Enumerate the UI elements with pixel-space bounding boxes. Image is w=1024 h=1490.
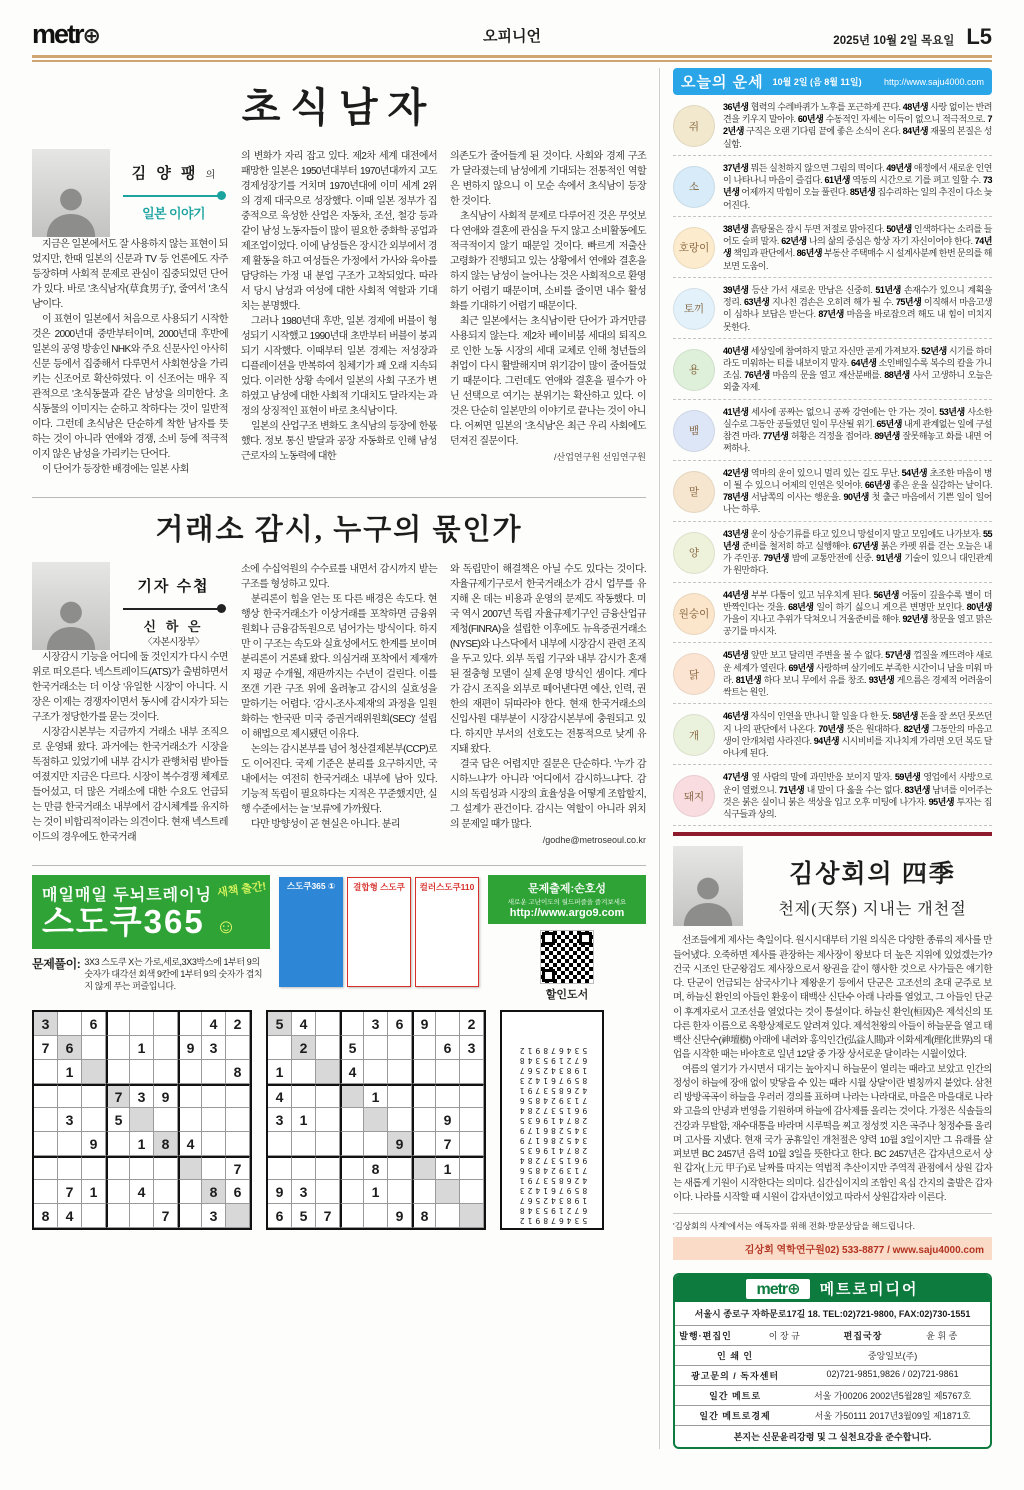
- sudoku-cell: [226, 1036, 250, 1060]
- sudoku-cell: [106, 1156, 130, 1180]
- sudoku-cell: 7: [316, 1204, 340, 1228]
- sudoku-cell: 4: [130, 1180, 154, 1204]
- sudoku-cell: 4: [58, 1204, 82, 1228]
- sudoku-cell: [388, 1108, 412, 1132]
- sudoku-ad: [32, 875, 646, 1230]
- sudoku-cell: [388, 1156, 412, 1180]
- zodiac-tiger-icon: 호랑이: [673, 227, 715, 269]
- kim-consult-note: '김상회의 사계'에서는 애독자를 위해 전화·방문상담을 해드립니다.: [673, 1213, 992, 1232]
- sudoku-cell: [202, 1108, 226, 1132]
- book-cover: 스도쿠365 ①: [279, 877, 343, 987]
- sudoku-cell: [340, 1108, 364, 1132]
- sudoku-cell: 4: [340, 1060, 364, 1084]
- sudoku-cell: [82, 1204, 106, 1228]
- sudoku-cell: 6: [268, 1204, 292, 1228]
- zodiac-ox-icon: 소: [673, 166, 715, 208]
- publisher-box-header: [675, 1275, 990, 1302]
- article-column: 기자 수첩 신 하 은 〈자본시장부〉 시장감시 기능을 어디에 둘 것인지가 다시 수면 위로 떠오른다. 넥스트레이드(ATS)가 출범하면서 한국거래소는 더 이상 '유일한 시장'이 아니다. 시장은 이제는 경쟁자이면서 동시에 감시자가 되는 구조가 정당한가를 묻는 것이다. 시장감시본부는 지금까지 거래소 내부 조직으로 운영돼 왔다. 과거에는 한국거래소가 시장을 독점하고 있었기에 내부 감시가 관행처럼 받아들여졌지만 지금은 다르다. 시장이 복수경쟁 체제로 들어섰고, 더 많은 거래소에 대한 수요도 언급되는 만큼 한국거래소 내부에서 감시체계를 유지하는 것이 비합리적이라는 의견이다. 현재 넥스트레이드의 경우에도 한국거래: [32, 562, 228, 845]
- edition-date: 2025년 10월 2일 목요일: [833, 35, 955, 47]
- fortune-row: [673, 583, 992, 644]
- fortune-text: 44년생 부부 다툼이 있고 뉘우치게 된다. 56년생 어둠이 깊을수록 별이 더 반짝인다는 것을. 68년생 일이 하기 싫으니 게으른 변명만 보인다. 80년생 가을이 지나고 추위가 닥쳐오니 겨울준비를 해야. 92년생 창문을 열고 맑은 공기를 마시자.: [723, 589, 992, 637]
- fortune-row: [673, 156, 992, 217]
- sudoku-cell: [364, 1108, 388, 1132]
- sudoku-cell: 7: [226, 1156, 250, 1180]
- masthead: [32, 10, 992, 50]
- kim-body-text: 선조들에게 제사는 축일이다. 원시시대부터 기원 의식은 다양한 종류의 제사를 만들어냈다. 오죽하면 제사를 관장하는 제사장이 왕보다 더 높은 지위에 있었겠는가? 건국 시조인 단군왕검도 제사장으로서 왕권을 같이 행사한 것으로 사가들은 얘기한다. 단군이 언급되는 삼국사기나 제왕운기 등에서 단군은 고조선의 초대 군주로 보며, 하늘신 환인의 아들인 환웅이 태백산 신단수 아래 나라를 열었고, 그 아들인 단군이 후계자로서 고조선을 열었다는 것이 통설이다. 하늘신 환인(桓因)은 제석신의 또 다른 한자 이름으로 옥황상제로도 알려져 있다. 제석천왕의 아들이 하늘문을 열고 태백산 신단수(神壇樹) 아래에 내려와 홍익인간(弘益人間)과 이화세계(理化世界)의 대업을 시작한 때는 바야흐로 일년 12달 중 가장 상서로운 달이라는 시월이었다. 여름의 열기가 가시면서 대기는 높아지니 하늘문이 열리는 때라고 보았고 인간의 정성이 하늘에 장애 없이 맞닿을 수 있는 때라 시월 상달'이란 별칭까지 붙었다. 삼천리 방방곡곡이 하늘을 우러러 경의를 표하며 나라는 나라대로, 마을은 마을대로 나라와 고을의 안녕과 번영을 기원하며 하늘에 감사제를 올리는 것이다. 가정은 식솔들의 건강과 무탈함, 재수대통을 바라며 시루떡을 찌고 정성껏 지은 곡주나 청정수를 올리며 고사를 지냈다. 현재 국가 공휴일인 개천절은 양력 10월 3일이지만 그 유래를 살펴보면 BC 2457년 음력 10월 3일을 뜻한다고 한다. BC 2457년은 갑자년으로서 상원 갑자(上元 甲子)로 날짜를 따지는 역법적 추산이지만 주역적 관점에서 상원 갑자는 새롭게 기원이 시작한다는 의미다. 십간십이지의 조합인 육십 간지의 출발은 갑자이다. 나라를 시작할 때 시원이 갑자년이었고 따라서 상원갑자라 이른다.: [673, 935, 992, 1203]
- sudoku-cell: [268, 1036, 292, 1060]
- sudoku-cell: [58, 1156, 82, 1180]
- sudoku-cell: 9: [388, 1204, 412, 1228]
- fortune-row: [673, 339, 992, 400]
- sudoku-cell: [412, 1180, 436, 1204]
- sudoku-cell: 2: [292, 1036, 316, 1060]
- ad-tagline: 매일매일 두뇌트레이닝: [42, 887, 213, 905]
- sudoku-cell: 1: [130, 1036, 154, 1060]
- sudoku-cell: 6: [436, 1036, 460, 1060]
- reporter-name: 신 하 은: [143, 618, 204, 634]
- sudoku-cell: 8: [202, 1180, 226, 1204]
- sudoku-cell: 5: [340, 1036, 364, 1060]
- ad-brand-title: 스도쿠365 ☺: [42, 903, 239, 941]
- sudoku-cell: 4: [178, 1132, 202, 1156]
- publisher-info-box: [673, 1273, 992, 1449]
- publisher-row-value: 서울 가00206 2002년5월28일 제5767호: [813, 1391, 972, 1401]
- sudoku-cell: [202, 1156, 226, 1180]
- zodiac-pig-icon: 돼지: [673, 775, 715, 817]
- sudoku-cell: [82, 1060, 106, 1084]
- publisher-row: [675, 1365, 990, 1385]
- publisher-row: [675, 1405, 990, 1425]
- column-series-label: 일본 이야기: [142, 205, 205, 221]
- sudoku-cell: 5: [268, 1012, 292, 1036]
- sudoku-cell: 9: [154, 1084, 178, 1108]
- article-column: 와 독립만이 해결책은 아닐 수도 있다는 것이다. 자율규제기구로서 한국거래소가 감시 업무를 유지해 온 데는 비용과 운영의 문제도 작동했다. 미국 역시 2007년 독립 자율규제기구인 금융산업규제청(FINRA)을 설립한 이후에도 뉴욕증권거래소(NYSE)와 나스닥에서 내부에 시장감시 관련 조직을 두고 있다. 외부 독립 기구와 내부 감시가 혼재된 절충형 모델이 실제 운영 방식인 셈이다. 게다가 감시 조직을 외부로 떼어낸다면 예산, 인력, 권한의 재편이 뒤따라야 한다. 현재 한국거래소의 신입사원 대부분이 시장감시본부에 충원되고 있다. 하지만 부서의 선호도는 전통적으로 낮게 유지돼 왔다. 결국 답은 어렵지만 질문은 단순하다. '누가 감시하느냐'가 아니라 '어디에서 감시하느냐'다. 감시의 독립성과 시장의 효율성을 어떻게 조합할지, 그 설계가 관건이다. 감시는 역할이 아니라 위치의 문제일 때가 많다. /godhe@metroseoul.co.kr: [450, 562, 646, 854]
- sudoku-cell: [436, 1060, 460, 1084]
- sudoku-cell: [364, 1204, 388, 1228]
- sudoku-cell: [106, 1036, 130, 1060]
- sudoku-cell: [460, 1156, 484, 1180]
- sudoku-cell: [34, 1084, 58, 1108]
- column-series-label: 기자 수첩: [137, 578, 210, 595]
- publisher-address: 서울시 종로구 자하문로17길 18. TEL:02)721-9800, FAX:02)730-1551: [694, 1309, 971, 1319]
- fortune-row: [673, 217, 992, 278]
- sudoku-cell: 5: [106, 1108, 130, 1132]
- sudoku-cell: [106, 1060, 130, 1084]
- fortune-date: 10월 2일 (음 8월 11일): [772, 77, 862, 87]
- sudoku-cell: 8: [226, 1060, 250, 1084]
- sudoku-cell: 3: [292, 1180, 316, 1204]
- sudoku-cell: [34, 1060, 58, 1084]
- book-cover: 컬러스도쿠110: [415, 877, 479, 987]
- sudoku-cell: [316, 1180, 340, 1204]
- author-name: 김 양 팽 의: [131, 165, 216, 182]
- article1-columns: [32, 149, 646, 486]
- sudoku-cell: [412, 1036, 436, 1060]
- sudoku-grid-1: [32, 1010, 252, 1230]
- articles-area: [32, 68, 646, 1449]
- metro-logo: metr⊕: [32, 19, 99, 49]
- sudoku-cell: [154, 1012, 178, 1036]
- sudoku-cell: 2: [460, 1012, 484, 1036]
- section-rule: [673, 832, 992, 836]
- fortune-row: [673, 400, 992, 461]
- sudoku-cell: 1: [268, 1060, 292, 1084]
- publisher-row-label: 광고문의 / 독자센터: [691, 1371, 780, 1381]
- publisher-row-value: 중앙일보(주): [867, 1351, 918, 1361]
- mascot-icon: ☺: [215, 916, 239, 939]
- article-column: 의 변화가 자리 잡고 있다. 제2차 세계 대전에서 패망한 일본은 1950년대부터 1970년대까지 고도 경제성장기를 거치며 1970년대에 이미 세계 2위의 경제 대국으로 성장했다. 이때 일본 정부가 집중적으로 육성한 산업은 자동차, 조선, 철강 등과 같이 남성 노동자들이 많이 필요한 중화학 공업과 제조업이었다. 이에 남성들은 장시간 외부에서 경제 활동을 하고 여성들은 가정에서 가사와 육아를 담당하는 가정 내 분업 구조가 고착되었다. 따라서 당시 남성과 여성에 대한 사회적 역할과 기대치는 분명했다. 그러나 1980년대 후반, 일본 경제에 버블이 형성되기 시작했고 1990년대 초반부터 버블이 붕괴되기 시작했다. 이때부터 일본 경제는 저성장과 디플레이션을 반복하여 침체기가 꽤 오래 지속되었다. 이러한 상황 속에서 일본의 사회 구조가 변하였고 남성에 대한 사회적 기대치도 달라지는 과정의 상징적인 표현이 바로 초식남이다. 일본의 산업구조 변화도 초식남의 등장에 한몫했다. 정보 통신 발달과 공장 자동화로 인해 남성 근로자의 노동력에 대한: [241, 151, 437, 462]
- article-column: 의존도가 줄어들게 된 것이다. 사회와 경제 구조가 달라졌는데 남성에게 기대되는 전통적인 역할은 변하지 않으니 이 모순 속에서 초식남이 등장한 것이다. 초식남이 사회적 문제로 다루어진 것은 무엇보다 연애와 결혼에 관심을 두지 않고 소비활동에도 적극적이지 않기 때문일 것이다. 빠르게 저출산 고령화가 진행되고 있는 상황에서 연애와 결혼을 하지 않는 남성이 늘어나는 것은 사회적으로 환영하기 어렵기 때문이며, 소비를 줄이면 내수 활성화를 기대하기 어렵기 때문이다. 최근 일본에서는 초식남이란 단어가 과거만큼 사용되지 않는다. 제2차 베이비붐 세대의 퇴직으로 인한 노동 시장의 세대 교체로 인해 청년들의 취업이 다시 활발해지며 위기감이 많이 줄어들었기 때문이다. 그런데도 연애와 결혼을 필수가 아닌 선택으로 여기는 분위기는 확산하고 있다. 이것은 단순히 일본만의 이야기로 끝나는 것이 아니다. 어쩌면 일본의 '초식남'은 최근 우리 사회에도 던져진 질문이다. /산업연구원 선임연구원: [450, 149, 646, 486]
- sudoku-cell: [58, 1132, 82, 1156]
- sudoku-cell: 7: [154, 1204, 178, 1228]
- sudoku-cell: [364, 1060, 388, 1084]
- sudoku-cell: 1: [364, 1084, 388, 1108]
- sudoku-cell: [178, 1204, 202, 1228]
- sudoku-cell: [316, 1108, 340, 1132]
- publisher-row: [675, 1345, 990, 1365]
- sudoku-cell: [178, 1156, 202, 1180]
- sudoku-cell: [178, 1108, 202, 1132]
- zodiac-snake-icon: 뱀: [673, 410, 715, 452]
- sudoku-cell: 8: [34, 1204, 58, 1228]
- byline-rule: [123, 195, 224, 197]
- sudoku-cell: [316, 1060, 340, 1084]
- masthead-rule: [32, 55, 992, 62]
- discount-books-label: 할인도서: [545, 989, 589, 1002]
- publisher-detail-rows: [675, 1325, 990, 1425]
- sudoku-cell: 3: [130, 1084, 154, 1108]
- sudoku-cell: [340, 1180, 364, 1204]
- sudoku-cell: [292, 1132, 316, 1156]
- sudoku-cell: [412, 1108, 436, 1132]
- sudoku-cell: [130, 1012, 154, 1036]
- sudoku-cell: [340, 1156, 364, 1180]
- sudoku-cell: [340, 1084, 364, 1108]
- sudoku-cell: [460, 1084, 484, 1108]
- sudoku-cell: [178, 1084, 202, 1108]
- article-column: 소에 수십억원의 수수료를 내면서 감시까지 받는 구조를 형성하고 있다. 분리론이 힘을 얻는 또 다른 배경은 속도다. 현행상 한국거래소가 이상거래를 포착하면 금융위원회나 금융감독원으로 넘어가는 방식이다. 하지만 이 구조는 속도와 실효성에서도 한계를 보이며 분리론이 거론돼 왔다. 의심거래 포착에서 제재까지 평균 수개월, 재판까지는 수년이 걸린다. 이를 쪼갠 기관 구조 위에 올려놓고 감시의 실효성을 말하기는 어렵다. '감시-조사-제재'의 과정을 일원화하는 '한국판 미국 증권거래위원회(SEC)' 설립이 해법으로 제시됐던 이유다. 논의는 감시본부를 넘어 청산결제본부(CCP)로도 이어진다. 국제 기준은 분리를 요구하지만, 국내에서는 여전히 한국거래소 내부에 남아 있다. 기능적 독립이 필요하다는 지적은 꾸준했지만, 실행 수준에서는 늘 '보류'에 가까웠다. 다만 방향성이 곧 현실은 아니다. 분리: [241, 564, 437, 830]
- sudoku-cell: 9: [388, 1132, 412, 1156]
- qr-code: [541, 931, 593, 983]
- sudoku-cell: [202, 1132, 226, 1156]
- sudoku-cell: [388, 1060, 412, 1084]
- fortune-text: 46년생 자식이 인연을 만나니 할 일을 다 한 듯. 58년생 돈을 잘 쓰던 못쓰던지 나의 판단에서 나온다. 70년생 뜻은 원대하다. 82년생 그동안의 마음고생이 안개처럼 사라진다. 94년생 시시비비를 지나치게 가리면 오던 복도 달아나게 된다.: [723, 711, 993, 759]
- sudoku-cell: [34, 1132, 58, 1156]
- sudoku-cell: [460, 1060, 484, 1084]
- publisher-row-label: 발행·편집인: [679, 1331, 732, 1341]
- sudoku-cell: [82, 1156, 106, 1180]
- sudoku-cell: [82, 1108, 106, 1132]
- sudoku-cell: 8: [412, 1204, 436, 1228]
- article-column: 김 양 팽 의 일본 이야기 지금은 일본에서도 잘 사용하지 않는 표현이 되었지만, 한때 일본의 신문과 TV 등 언론에도 자주 등장하며 사회적 문제로 관심이 집중되었던 단어가 있다. 바로 '초식남자(草食男子)', 줄여서 '초식남'이다. 이 표현이 일본에서 처음으로 사용되기 시작한 것은 2000년대 중반부터이며, 2000년대 후반에 일본의 공영 방송인 NHK와 주요 신문사인 아사히신문 등에서 집중해서 다루면서 사회현상을 가리키는 신조어로 확산하였다. 이 신조어는 매우 직관적으로 '초식동물과 같은 남성'을 의미한다. 초식동물의 이미지는 순하고 착하다는 것이 일반적이다. 그런데 초식남은 단순하게 착한 남자를 뜻하는 것이 아니라 연애와 경쟁, 소비 등에 적극적이지 않은 남성을 가리키는 단어다. 이 단어가 등장한 배경에는 일본 사회: [32, 149, 228, 477]
- globe-icon: ⊕: [82, 23, 99, 48]
- sudoku-cell: [58, 1084, 82, 1108]
- kim-column-subtitle: 천제(天祭) 지내는 개천절: [778, 900, 967, 918]
- publisher-row-label: 편집국장: [843, 1331, 883, 1341]
- sudoku-cell: 1: [436, 1156, 460, 1180]
- sudoku-cell: [226, 1132, 250, 1156]
- fortune-row: [673, 643, 992, 704]
- publisher-row: [675, 1325, 990, 1345]
- puzzle-author: 문제출제:손호성: [527, 883, 607, 896]
- sudoku-cell: 1: [58, 1060, 82, 1084]
- sudoku-cell: 7: [436, 1132, 460, 1156]
- sudoku-cell: [82, 1084, 106, 1108]
- section-title: 오피니언: [483, 28, 541, 45]
- sudoku-cell: 8: [154, 1132, 178, 1156]
- publisher-row-value: 02)721-9851,9826 / 02)721-9861: [826, 1369, 959, 1379]
- sudoku-cell: [412, 1084, 436, 1108]
- publisher-row-label: 일간 메트로경제: [699, 1411, 771, 1421]
- sudoku-ad-banner: [32, 875, 270, 949]
- sudoku-cell: 1: [82, 1180, 106, 1204]
- book-cover: 결합형 스도쿠: [347, 877, 411, 987]
- person-silhouette-icon: [679, 868, 737, 926]
- fortune-row: [673, 765, 992, 826]
- media-company-name: 메트로미디어: [819, 1281, 919, 1298]
- sudoku-cell: 2: [226, 1012, 250, 1036]
- sudoku-cell: [436, 1204, 460, 1228]
- sudoku-cell: [388, 1084, 412, 1108]
- fortune-header: [673, 68, 992, 95]
- sudoku-cell: [364, 1132, 388, 1156]
- sudoku-cell: 9: [268, 1180, 292, 1204]
- sudoku-cell: [388, 1180, 412, 1204]
- reporter-dept: 〈자본시장부〉: [143, 637, 204, 648]
- sudoku-cell: 6: [226, 1180, 250, 1204]
- sudoku-cell: [340, 1012, 364, 1036]
- sudoku-cell: [178, 1180, 202, 1204]
- fortune-row: [673, 522, 992, 583]
- publisher-row-label: 인 쇄 인: [717, 1351, 754, 1361]
- publisher-row-value: 이 장 규: [768, 1331, 800, 1341]
- sudoku-cell: 6: [58, 1036, 82, 1060]
- sudoku-cell: [412, 1060, 436, 1084]
- sudoku-cell: [154, 1108, 178, 1132]
- zodiac-monkey-icon: 원숭이: [673, 593, 715, 635]
- article-divider: [32, 865, 646, 866]
- sudoku-cell: 3: [202, 1036, 226, 1060]
- zodiac-sheep-icon: 양: [673, 532, 715, 574]
- sudoku-cell: [106, 1180, 130, 1204]
- sudoku-cell: [202, 1084, 226, 1108]
- sudoku-grid-2: [266, 1010, 486, 1230]
- fortune-row: [673, 461, 992, 522]
- article-1: [32, 76, 646, 486]
- fortune-text: 43년생 운이 상승기류를 타고 있으니 망설이지 말고 모임에도 나가보자. 55년생 준비를 철저히 하고 실행해야. 67년생 붉은 카펫 위를 걷는 오늘은 내가 주인공. 79년생 밤에 교통안전에 신중. 91년생 기술이 있으니 대인관계가 원만하다.: [723, 528, 993, 576]
- sudoku-cell: [154, 1180, 178, 1204]
- fortune-text: 37년생 뭐든 실천하지 않으면 그림의 떡이다. 49년생 애정에서 새로운 인연이 나타나니 마음이 즐겁다. 61년생 역동의 시간으로 기를 펴고 일할 수. 73년생 어제까지 막힘이 오늘 풀린다. 85년생 집수리하는 일의 추진이 다소 늦어진다.: [723, 162, 993, 210]
- sudoku-cell: [340, 1204, 364, 1228]
- article-2: [32, 507, 646, 854]
- zodiac-rooster-icon: 닭: [673, 653, 715, 695]
- sudoku-cell: 4: [202, 1012, 226, 1036]
- article-signature: /산업연구원 선임연구원: [554, 452, 646, 462]
- sudoku-howto: [32, 956, 270, 992]
- fortune-list: [673, 95, 992, 826]
- sudoku-cell: [412, 1156, 436, 1180]
- kim-column-title: 김상회의 四季: [789, 860, 956, 888]
- zodiac-dragon-icon: 용: [673, 349, 715, 391]
- sudoku-cell: 9: [412, 1012, 436, 1036]
- sudoku-cell: [460, 1132, 484, 1156]
- sudoku-cell: 5: [292, 1204, 316, 1228]
- sudoku-cell: [178, 1012, 202, 1036]
- sudoku-cell: [130, 1108, 154, 1132]
- sudoku-cell: [178, 1060, 202, 1084]
- sudoku-cell: 1: [364, 1180, 388, 1204]
- sudoku-cell: [316, 1156, 340, 1180]
- sudoku-cell: [130, 1156, 154, 1180]
- sudoku-cell: 3: [202, 1204, 226, 1228]
- sudoku-cell: [316, 1036, 340, 1060]
- sudoku-cell: [154, 1060, 178, 1084]
- author-photo: [32, 149, 110, 237]
- sudoku-cell: [106, 1204, 130, 1228]
- sudoku-cell: [292, 1156, 316, 1180]
- sudoku-cell: 9: [82, 1132, 106, 1156]
- zodiac-horse-icon: 말: [673, 471, 715, 513]
- zodiac-rabbit-icon: 토끼: [673, 288, 715, 330]
- sudoku-cell: [154, 1036, 178, 1060]
- sudoku-answer-key: 534678912 672195348 198342567 859761423 426853791 713924856 961537284 287419635 345286179 345286179 287419635 961537284 713924856 426853791 859761423 198342567 672195348 534678912: [500, 1010, 604, 1230]
- sudoku-cell: 3: [268, 1108, 292, 1132]
- sudoku-cell: [58, 1012, 82, 1036]
- kim-contact-bar[interactable]: 김상회 역학연구원02) 533-8877 / www.saju4000.com: [673, 1237, 992, 1260]
- article1-title: 초식남자: [241, 85, 437, 130]
- metro-logo-small: metr⊕: [746, 1279, 809, 1299]
- sudoku-cell: 3: [34, 1012, 58, 1036]
- sudoku-cell: [292, 1084, 316, 1108]
- sudoku-cell: 8: [364, 1156, 388, 1180]
- sudoku-cell: [412, 1132, 436, 1156]
- sudoku-cell: [316, 1012, 340, 1036]
- person-silhouette-icon: [42, 179, 100, 237]
- sudoku-cell: 1: [292, 1108, 316, 1132]
- sudoku-cell: [226, 1108, 250, 1132]
- sudoku-cell: [106, 1132, 130, 1156]
- sudoku-cell: 9: [436, 1108, 460, 1132]
- sudoku-cell: [268, 1156, 292, 1180]
- fortune-row: [673, 95, 992, 156]
- fortune-url-link[interactable]: http://www.saju4000.com: [883, 76, 984, 87]
- sudoku-cell: [460, 1204, 484, 1228]
- sudoku-cell: 6: [82, 1012, 106, 1036]
- sudoku-cell: [226, 1204, 250, 1228]
- publisher-row: [675, 1385, 990, 1405]
- fortune-text: 45년생 앞만 보고 달리면 주변을 볼 수 없다. 57년생 껍질을 깨뜨려야 새로운 세계가 열린다. 69년생 사랑하며 살기에도 부족한 시간이니 남을 미워 마라. 81년생 하다 보니 무에서 유를 창조. 93년생 게으름은 경제적 어려움이 싹트는 원인.: [723, 650, 992, 698]
- sudoku-cell: 3: [58, 1108, 82, 1132]
- sudoku-cell: [34, 1156, 58, 1180]
- sudoku-cell: [292, 1060, 316, 1084]
- sudoku-cell: 4: [292, 1012, 316, 1036]
- kim-column: [673, 846, 992, 1260]
- sudoku-cell: [460, 1108, 484, 1132]
- ethics-statement: 본지는 신문윤리강령 및 그 실천요강을 준수합니다.: [675, 1425, 990, 1447]
- sudoku-cell: [316, 1132, 340, 1156]
- zodiac-rat-icon: 쥐: [673, 105, 715, 147]
- fortune-text: 42년생 역마의 운이 있으니 멀리 있는 길도 무난. 54년생 초조한 마음이 병이 될 수 있으니 어제의 인연은 잊어야. 66년생 좋은 운을 실감하는 날이다. 78년생 서남쪽의 이사는 행운을. 90년생 첫 출근 마음에서 기쁜 일이 일어나는 하루.: [723, 467, 993, 515]
- sudoku-cell: [130, 1060, 154, 1084]
- columnist-photo: [673, 846, 743, 926]
- ad-publisher-box: [488, 875, 646, 924]
- sudoku-cell: 1: [130, 1132, 154, 1156]
- article-signature[interactable]: /godhe@metroseoul.co.kr: [542, 835, 646, 845]
- sudoku-cell: 9: [178, 1036, 202, 1060]
- ad-url-link[interactable]: http://www.argo9.com: [509, 907, 625, 920]
- sudoku-cell: [34, 1180, 58, 1204]
- byline-rule: [123, 608, 224, 610]
- sudoku-cell: 7: [34, 1036, 58, 1060]
- sudoku-cell: [202, 1060, 226, 1084]
- sudoku-cell: 7: [58, 1180, 82, 1204]
- publisher-row-value: 서울 가50111 2017년3월09일 제1871호: [814, 1411, 971, 1421]
- ad-handwritten-note: 새책 출간!: [216, 880, 267, 900]
- sudoku-cell: [130, 1204, 154, 1228]
- article2-title: 거래소 감시, 누구의 몫인가: [155, 514, 523, 546]
- fortune-title: 오늘의 운세: [681, 74, 764, 91]
- sudoku-cell: [154, 1156, 178, 1180]
- sudoku-cell: 3: [364, 1012, 388, 1036]
- fortune-row: [673, 704, 992, 765]
- sudoku-cell: [436, 1012, 460, 1036]
- sudoku-cell: [316, 1084, 340, 1108]
- sudoku-cell: 3: [460, 1036, 484, 1060]
- howto-text: 3X3 스도쿠 X는 가로,세로,3X3박스에 1부터 9의 숫자가 대각선 회색 9칸에 1부터 9의 숫자가 겹치지 않게 푸는 퍼즐입니다.: [84, 956, 263, 992]
- publisher-row-label: 일간 메트로: [709, 1391, 762, 1401]
- right-rail: [659, 68, 992, 1449]
- sudoku-cell: [460, 1180, 484, 1204]
- sudoku-cell: [34, 1108, 58, 1132]
- fortune-text: 39년생 등산 가서 새로운 만남은 신중히. 51년생 손재수가 있으니 계획을 정리. 63년생 지나친 겸손은 오히려 해가 될 수. 75년생 이직해서 마음고생이 심하나 보답은 받는다. 87년생 마음을 바로잡으려 해도 내 힘이 미치지 못한다.: [723, 284, 993, 332]
- article2-columns: [32, 562, 646, 854]
- fortune-text: 40년생 세상일에 참여하지 말고 자신만 곧게 가져보자. 52년생 시기를 하더라도 미워하는 티를 내보이지 말자. 64년생 소인배일수록 복수의 칼을 가니 조심. 76년생 마음의 문을 열고 재산분배를. 88년생 사서 고생하니 오늘은 외출 자제.: [723, 345, 993, 393]
- sudoku-cell: 6: [388, 1012, 412, 1036]
- article-divider: [32, 497, 646, 498]
- publisher-row-value: 윤 휘 종: [926, 1331, 958, 1341]
- fortune-text: 36년생 협력의 수레바퀴가 노후를 포근하게 끈다. 48년생 사랑 없이는 반려견을 키우지 말아야. 60년생 수동적인 자세는 이득이 없으니 적극적으로. 72년생 구직은 오랜 기다림 끝에 좋은 소식이 온다. 84년생 재물의 본질은 성실함.: [723, 102, 993, 149]
- reporter-photo: [32, 562, 110, 650]
- fortune-text: 47년생 옆 사람의 말에 과민반응 보이지 말자. 59년생 영업에서 사방으로 운이 열렸으니. 71년생 내 말이 다 옳을 수는 없다. 83년생 남녀를 이어주는 것은 붉은 실이니 붉은 색상을 입고 오후 미팅에 나가자. 95년생 투자는 집 식구들과 상의.: [723, 772, 992, 820]
- person-silhouette-icon: [42, 592, 100, 650]
- sudoku-cell: [106, 1012, 130, 1036]
- sudoku-cell: [82, 1036, 106, 1060]
- page-number: L5: [966, 24, 992, 49]
- fortune-text: 41년생 세사에 공짜는 없으니 공짜 강연에는 안 가는 것이. 53년생 사소한 실수로 그동안 공들였던 일이 무산될 위기. 65년생 내게 관계없는 일에 구설 참견 마라. 77년생 허황은 걱정을 접어라. 89년생 잘못해놓고 화를 내면 어쩌하나.: [723, 406, 992, 454]
- sudoku-cell: [268, 1132, 292, 1156]
- zodiac-dog-icon: 개: [673, 714, 715, 756]
- ad-small-text: 새로운 고난이도의 월드퍼즐을 즐겨보세요: [507, 899, 627, 907]
- howto-label: 문제풀이:: [32, 956, 81, 971]
- fortune-text: 38년생 흙탕물은 잠시 두면 저절로 맑아진다. 50년생 인색하다는 소리를 들어도 슬퍼 말자. 62년생 나의 삶의 중심은 항상 자기 자신이어야 한다. 74년생 책임과 판단에서. 86년생 부동산 주택매수 시 설계사분께 한번 문의를 해보면 도움이.: [723, 223, 993, 271]
- sudoku-cell: [436, 1084, 460, 1108]
- sudoku-cell: [226, 1084, 250, 1108]
- sudoku-cell: [364, 1036, 388, 1060]
- sudoku-cell: 7: [106, 1084, 130, 1108]
- fortune-row: [673, 278, 992, 339]
- sudoku-cell: [436, 1180, 460, 1204]
- book-covers: [278, 875, 480, 987]
- sudoku-cell: [340, 1132, 364, 1156]
- sudoku-cell: 4: [268, 1084, 292, 1108]
- sudoku-cell: [388, 1036, 412, 1060]
